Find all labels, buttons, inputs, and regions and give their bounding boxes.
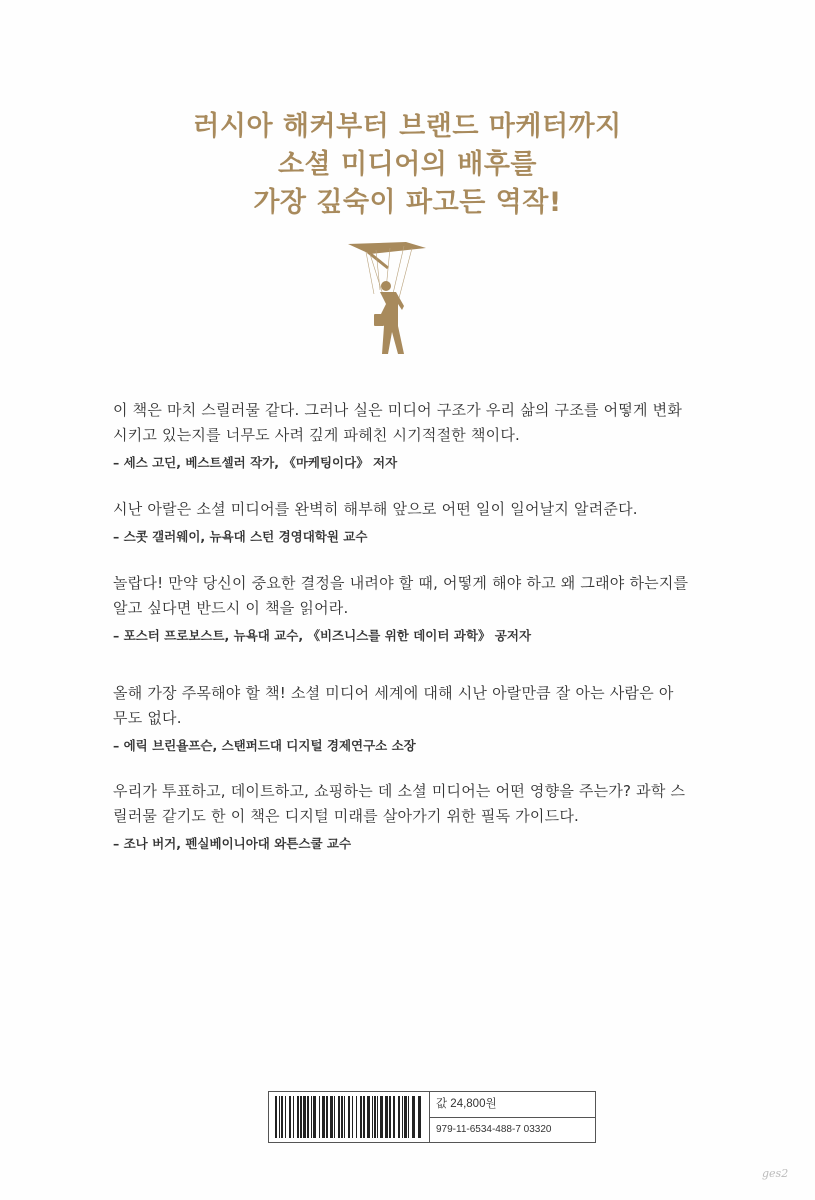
headline-line-2: 소셜 미디어의 배후를 bbox=[277, 149, 538, 180]
barcode-bar bbox=[307, 1096, 309, 1138]
barcode-bar bbox=[377, 1096, 378, 1138]
puppet-hand bbox=[368, 252, 388, 268]
barcode-info bbox=[430, 1092, 595, 1142]
barcode-bar bbox=[398, 1096, 400, 1138]
barcode-bar bbox=[408, 1096, 409, 1138]
quote-text: 올해 가장 주목해야 할 책! 소셜 미디어 세계에 대해 시난 아랄만큼 잘 아는 사람은 아 무도 없다. bbox=[113, 684, 674, 727]
puppet-figure bbox=[374, 281, 404, 354]
quote-text: 이 책은 마치 스릴러물 같다. 그러나 실은 미디어 구조가 우리 삶의 구조를 어떻게 변화 시키고 있는지를 너무도 사려 깊게 파헤친 시기적절한 책이다. bbox=[113, 401, 683, 444]
puppet-marionette-illustration bbox=[346, 240, 428, 358]
quote-source: – 포스터 프로보스트, 뉴욕대 교수, 《비즈니스를 위한 데이터 과학》 공저자 bbox=[113, 628, 532, 643]
barcode-bar bbox=[380, 1096, 383, 1138]
barcode-bar bbox=[367, 1096, 370, 1138]
endorsement-quote bbox=[113, 681, 674, 756]
barcode-bar bbox=[341, 1096, 343, 1138]
barcode-bar bbox=[374, 1096, 376, 1138]
barcode-bar bbox=[412, 1096, 415, 1138]
endorsement-quote bbox=[113, 497, 638, 547]
barcode-bar bbox=[297, 1096, 299, 1138]
barcode-box bbox=[268, 1091, 596, 1143]
barcode-bar bbox=[275, 1096, 277, 1138]
barcode-bar bbox=[330, 1096, 333, 1138]
barcode-bar bbox=[402, 1096, 403, 1138]
quote-source: – 스콧 갤러웨이, 뉴욕대 스턴 경영대학원 교수 bbox=[113, 529, 368, 544]
barcode-bar bbox=[385, 1096, 388, 1138]
price-label: 값 24,800원 bbox=[430, 1092, 595, 1118]
barcode-bar bbox=[303, 1096, 306, 1138]
barcode-bar bbox=[326, 1096, 328, 1138]
quote-source: – 세스 고딘, 베스트셀러 작가, 《마케팅이다》 저자 bbox=[113, 455, 398, 470]
barcode-bar bbox=[393, 1096, 395, 1138]
barcode bbox=[269, 1092, 430, 1142]
barcode-bar bbox=[356, 1096, 357, 1138]
barcode-bar bbox=[279, 1096, 280, 1138]
barcode-bar bbox=[352, 1096, 353, 1138]
quote-text: 시난 아랄은 소셜 미디어를 완벽히 해부해 앞으로 어떤 일이 일어날지 알려준다. bbox=[113, 500, 638, 518]
headline bbox=[0, 108, 815, 222]
barcode-bar bbox=[334, 1096, 335, 1138]
barcode-bar bbox=[404, 1096, 407, 1138]
barcode-bar bbox=[311, 1096, 312, 1138]
quote-source: – 에릭 브린욜프슨, 스탠퍼드대 디지털 경제연구소 소장 bbox=[113, 738, 416, 753]
endorsement-quote bbox=[113, 571, 688, 646]
isbn-label: 979-11-6534-488-7 03320 bbox=[436, 1124, 552, 1135]
quote-source: – 조나 버거, 펜실베이니아대 와튼스쿨 교수 bbox=[113, 836, 352, 851]
barcode-bar bbox=[344, 1096, 345, 1138]
barcode-bar bbox=[338, 1096, 340, 1138]
barcode-bar bbox=[313, 1096, 316, 1138]
barcode-bar bbox=[300, 1096, 302, 1138]
barcode-bar bbox=[372, 1096, 373, 1138]
barcode-bar bbox=[389, 1096, 391, 1138]
barcode-bar bbox=[285, 1096, 286, 1138]
barcode-bar bbox=[281, 1096, 283, 1138]
headline-line-1: 러시아 해커부터 브랜드 마케터까지 bbox=[193, 111, 622, 142]
barcode-bar bbox=[348, 1096, 350, 1138]
endorsement-quote bbox=[113, 398, 682, 473]
barcode-bar bbox=[289, 1096, 291, 1138]
puppet-control-bar bbox=[348, 242, 426, 254]
endorsement-quote bbox=[113, 779, 685, 854]
barcode-bar bbox=[293, 1096, 294, 1138]
barcode-bar bbox=[319, 1096, 320, 1138]
headline-line-3: 가장 깊숙이 파고든 역작! bbox=[253, 187, 562, 218]
publisher-logo: ges2 bbox=[762, 1167, 789, 1180]
barcode-bar bbox=[360, 1096, 362, 1138]
barcode-bar bbox=[322, 1096, 325, 1138]
quote-text: 우리가 투표하고, 데이트하고, 쇼핑하는 데 소셜 미디어는 어떤 영향을 주는가? 과학 스 릴러물 같기도 한 이 책은 디지털 미래를 살아가기 위한 필독 가이드다. bbox=[113, 782, 686, 825]
barcode-bar bbox=[363, 1096, 365, 1138]
quote-text: 놀랍다! 만약 당신이 중요한 결정을 내려야 할 때, 어떻게 해야 하고 왜 그래야 하는지를 알고 싶다면 반드시 이 책을 읽어라. bbox=[113, 574, 689, 617]
barcode-bar bbox=[418, 1096, 421, 1138]
